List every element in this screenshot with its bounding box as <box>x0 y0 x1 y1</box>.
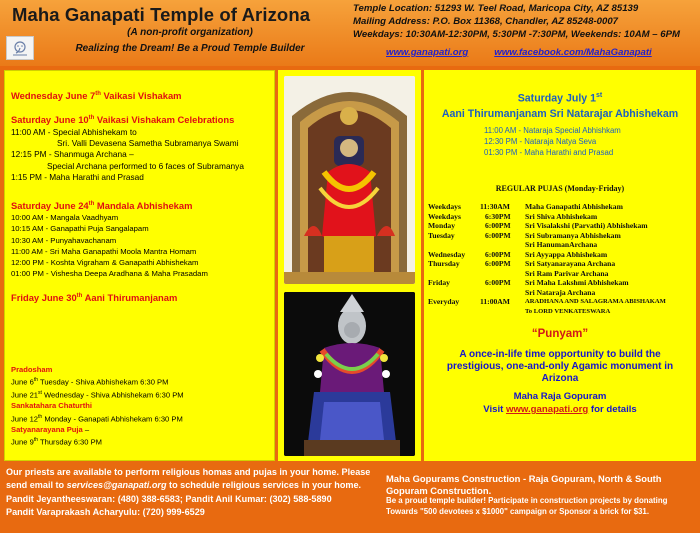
contact-info <box>353 3 698 41</box>
event-june24-heading: Saturday June 24th Mandala Abhishekam <box>11 200 193 212</box>
visit-website-link[interactable]: www.ganapati.org <box>505 404 589 415</box>
event-june10-heading: Saturday June 10th Vaikasi Vishakam Celebrations <box>11 114 235 126</box>
schedule-row: Tuesday 6:00PM Sri Subramanya Abhishekam <box>428 230 621 240</box>
satyanarayana-label: Satyanarayana Puja – <box>11 424 90 434</box>
event-june10-schedule: 11:00 AM - Special Abhishekam to Sri. Valli Devasena Sametha Subramanya Swami 12:15 PM - Shanmuga Archana – Special Archana performed to 6 faces of Subramanya 1:15 PM - Maha Harathi and Prasad <box>11 127 244 182</box>
schedule-row: Monday 6:00PM Sri Visalakshi (Parvathi) Abhishekam <box>428 221 648 231</box>
tagline: Realizing the Dream! Be a Proud Temple Builder <box>75 43 305 54</box>
natarajar-schedule: 11:00 AM - Nataraja Special Abhishkam 12:30 PM - Nataraja Natya Seva 01:30 PM - Maha Harathi and Prasad <box>484 126 621 158</box>
event-june24-schedule: 10:00 AM - Mangala Vaadhyam 10:15 AM - Ganapathi Puja Sangalapam 10:30 AM - Punyahavachanam 11:00 AM - Sri Maha Ganapathi Moola Mantra Homam 12:00 PM - Koshta Vigraham & Ganapathi Abhishekam 01:00 PM - Vishesha Deepa Aradhana & Maha Prasadam <box>11 213 208 279</box>
priest-contacts-1: Pandit Jeyantheeswaran: (480) 388-6583; Pandit Anil Kumar: (302) 588-5890 <box>6 493 332 504</box>
priest-contacts-2: Pandit Varaprakash Acharyulu: (720) 999-6529 <box>6 506 205 517</box>
header-links <box>386 47 652 58</box>
temple-title: Maha Ganapati Temple of Arizona <box>12 4 311 25</box>
events-panel <box>4 70 275 461</box>
visit-line: Visit www.ganapati.org for details <box>483 404 637 415</box>
pujas-panel <box>424 70 696 461</box>
schedule-row: Sri HanumanArchana <box>525 240 598 250</box>
punyam-heading: “Punyam” <box>531 328 589 340</box>
schedule-row: Wednesday 6:00PM Sri Ayyappa Abhishekam <box>428 249 608 259</box>
event-vaikasi-vishakam: Wednesday June 7th Vaikasi Vishakam <box>11 90 182 102</box>
sankatahara-line-1: June 12th Monday - Ganapati Abhishekam 6:30 PM <box>11 413 183 424</box>
pradosham-line-2: June 21st Wednesday - Shiva Abhishekam 6:30 PM <box>11 390 184 400</box>
schedule-row: Thursday 6:00PM Sri Satyanarayana Archana <box>428 259 616 269</box>
facebook-link[interactable]: www.facebook.com/MahaGanapati <box>494 47 652 58</box>
subramanya-deity-photo <box>284 76 415 284</box>
schedule-row: Weekdays 6:30PM Sri Shiva Abhishekam <box>428 211 598 221</box>
header <box>0 0 700 66</box>
maha-raja-gopuram: Maha Raja Gopuram <box>513 391 607 402</box>
schedule-row: Sri Nataraja Archana <box>525 287 596 297</box>
deity-idol-photo <box>284 292 415 456</box>
regular-pujas-heading: REGULAR PUJAS (Monday-Friday) <box>495 184 625 193</box>
construction-info <box>386 473 698 517</box>
pradosham-line-1: June 6th Tuesday - Shiva Abhishekam 6:30 PM <box>11 377 169 387</box>
schedule-row: Sri Ram Parivar Archana <box>525 268 609 278</box>
photos-panel <box>278 70 421 461</box>
sankatahara-label: Sankatahara Chaturthi <box>11 401 93 411</box>
schedule-row: To LORD VENKATESWARA <box>525 308 611 316</box>
donation-appeal: Be a proud temple builder! Participate in construction projects by donating Towards "500 devotees x $1000" campaign or Sponsor a brick for $31. <box>386 496 668 516</box>
temple-location: Temple Location: 51293 W. Teel Road, Maricopa City, AZ 85139 <box>353 3 639 14</box>
event-june30-heading: Friday June 30th Aani Thirumanjanam <box>11 292 178 304</box>
mailing-address: Mailing Address: P.O. Box 11368, Chandler, AZ 85248-0007 <box>353 15 619 27</box>
schedule-row: Weekdays 11:30AM Maha Ganapathi Abhishekam <box>428 202 623 211</box>
services-email-link[interactable]: services@ganapati.org <box>66 480 167 491</box>
july1-heading: Saturday July 1st <box>517 92 603 105</box>
gopuram-construction: Maha Gopurams Construction - Raja Gopuram, North & South Gopuram Construction. <box>386 473 662 496</box>
website-link[interactable]: www.ganapati.org <box>386 47 469 58</box>
punyam-description: A once-in-life time opportunity to build the prestigious, one-and-only Agamic monument in Arizona <box>446 349 674 384</box>
natarajar-heading: Aani Thirumanjanam Sri Natarajar Abhishekam <box>441 108 679 120</box>
schedule-row: Everyday 11:00AM ARADHANA AND SALAGRAMA ABISHAKAM <box>428 297 666 307</box>
services-text: Our priests are available to perform religious homas and pujas in your home. Please send email to services@ganapati.org to schedule religious services in your home. <box>6 467 371 491</box>
regular-pujas-table <box>428 202 666 317</box>
temple-hours: Weekdays: 10:30AM-12:30PM, 5:30PM -7:30PM, Weekends: 10AM – 6PM <box>353 28 681 40</box>
priest-services <box>6 466 384 519</box>
pradosham-label: Pradosham <box>11 365 53 374</box>
schedule-row: Friday 6:00PM Sri Maha Lakshmi Abhishekam <box>428 278 629 288</box>
monthly-pujas <box>11 365 184 448</box>
nonprofit-note: (A non-profit organization) <box>127 27 253 38</box>
satyanarayana-line-1: June 9th Thursday 6:30 PM <box>11 437 103 447</box>
